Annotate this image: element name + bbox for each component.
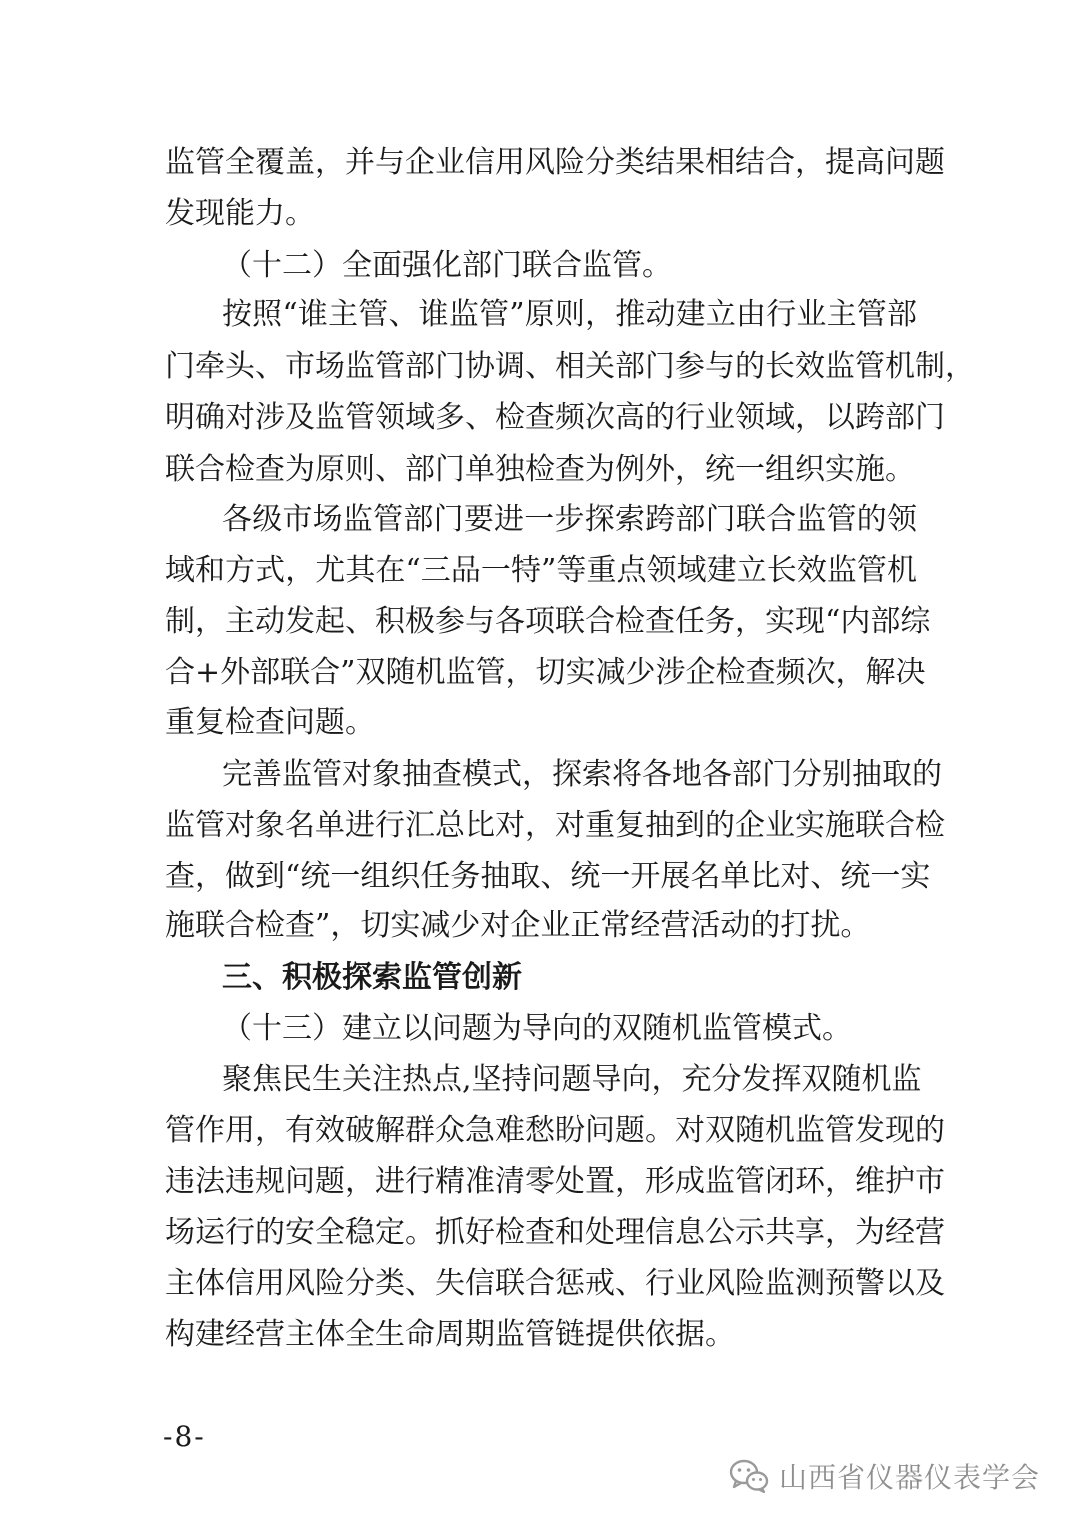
body-line: 监管全覆盖，并与企业信用风险分类结果相结合，提高问题 <box>165 145 945 180</box>
body-line: 域和方式，尤其在“三品一特”等重点领域建立长效监管机 <box>165 553 917 588</box>
body-line: 管作用，有效破解群众急难愁盼问题。对双随机监管发现的 <box>165 1113 945 1148</box>
body-line: 监管对象名单进行汇总比对，对重复抽到的企业实施联合检 <box>165 808 945 843</box>
body-line: 违法违规问题，进行精准清零处置，形成监管闭环，维护市 <box>165 1164 945 1199</box>
page-number: -8- <box>163 1420 206 1453</box>
wechat-icon <box>729 1458 769 1494</box>
body-line: 按照“谁主管、谁监管”原则，推动建立由行业主管部 <box>222 297 917 332</box>
section-heading: 三、积极探索监管创新 <box>222 960 522 995</box>
body-line: 门牵头、市场监管部门协调、相关部门参与的长效监管机制， <box>165 349 975 384</box>
body-line: 联合检查为原则、部门单独检查为例外，统一组织实施。 <box>165 452 915 487</box>
body-line: 主体信用风险分类、失信联合惩戒、行业风险监测预警以及 <box>165 1266 945 1301</box>
body-line: 场运行的安全稳定。抓好检查和处理信息公示共享，为经营 <box>165 1215 945 1250</box>
body-line: 明确对涉及监管领域多、检查频次高的行业领域，以跨部门 <box>165 400 945 435</box>
body-line: 完善监管对象抽查模式，探索将各地各部门分别抽取的 <box>222 757 942 792</box>
watermark-text: 山西省仪器仪表学会 <box>778 1461 1040 1494</box>
watermark <box>729 1456 1040 1496</box>
body-line: 合+外部联合”双随机监管，切实减少涉企检查频次，解决 <box>165 655 926 690</box>
body-line: 聚焦民生关注热点,坚持问题导向，充分发挥双随机监 <box>222 1062 922 1097</box>
section-subheading: （十二）全面强化部门联合监管。 <box>222 248 672 283</box>
body-line: 查，做到“统一组织任务抽取、统一开展名单比对、统一实 <box>165 859 931 894</box>
body-line: 制，主动发起、积极参与各项联合检查任务，实现“内部综 <box>165 604 931 639</box>
section-subheading: （十三）建立以问题为导向的双随机监管模式。 <box>222 1011 852 1046</box>
body-line: 构建经营主体全生命周期监管链提供依据。 <box>165 1317 735 1352</box>
body-line: 发现能力。 <box>165 196 315 231</box>
body-line: 各级市场监管部门要进一步探索跨部门联合监管的领 <box>222 502 917 537</box>
body-line: 施联合检查”，切实减少对企业正常经营活动的打扰。 <box>165 908 871 943</box>
body-line: 重复检查问题。 <box>165 705 375 740</box>
